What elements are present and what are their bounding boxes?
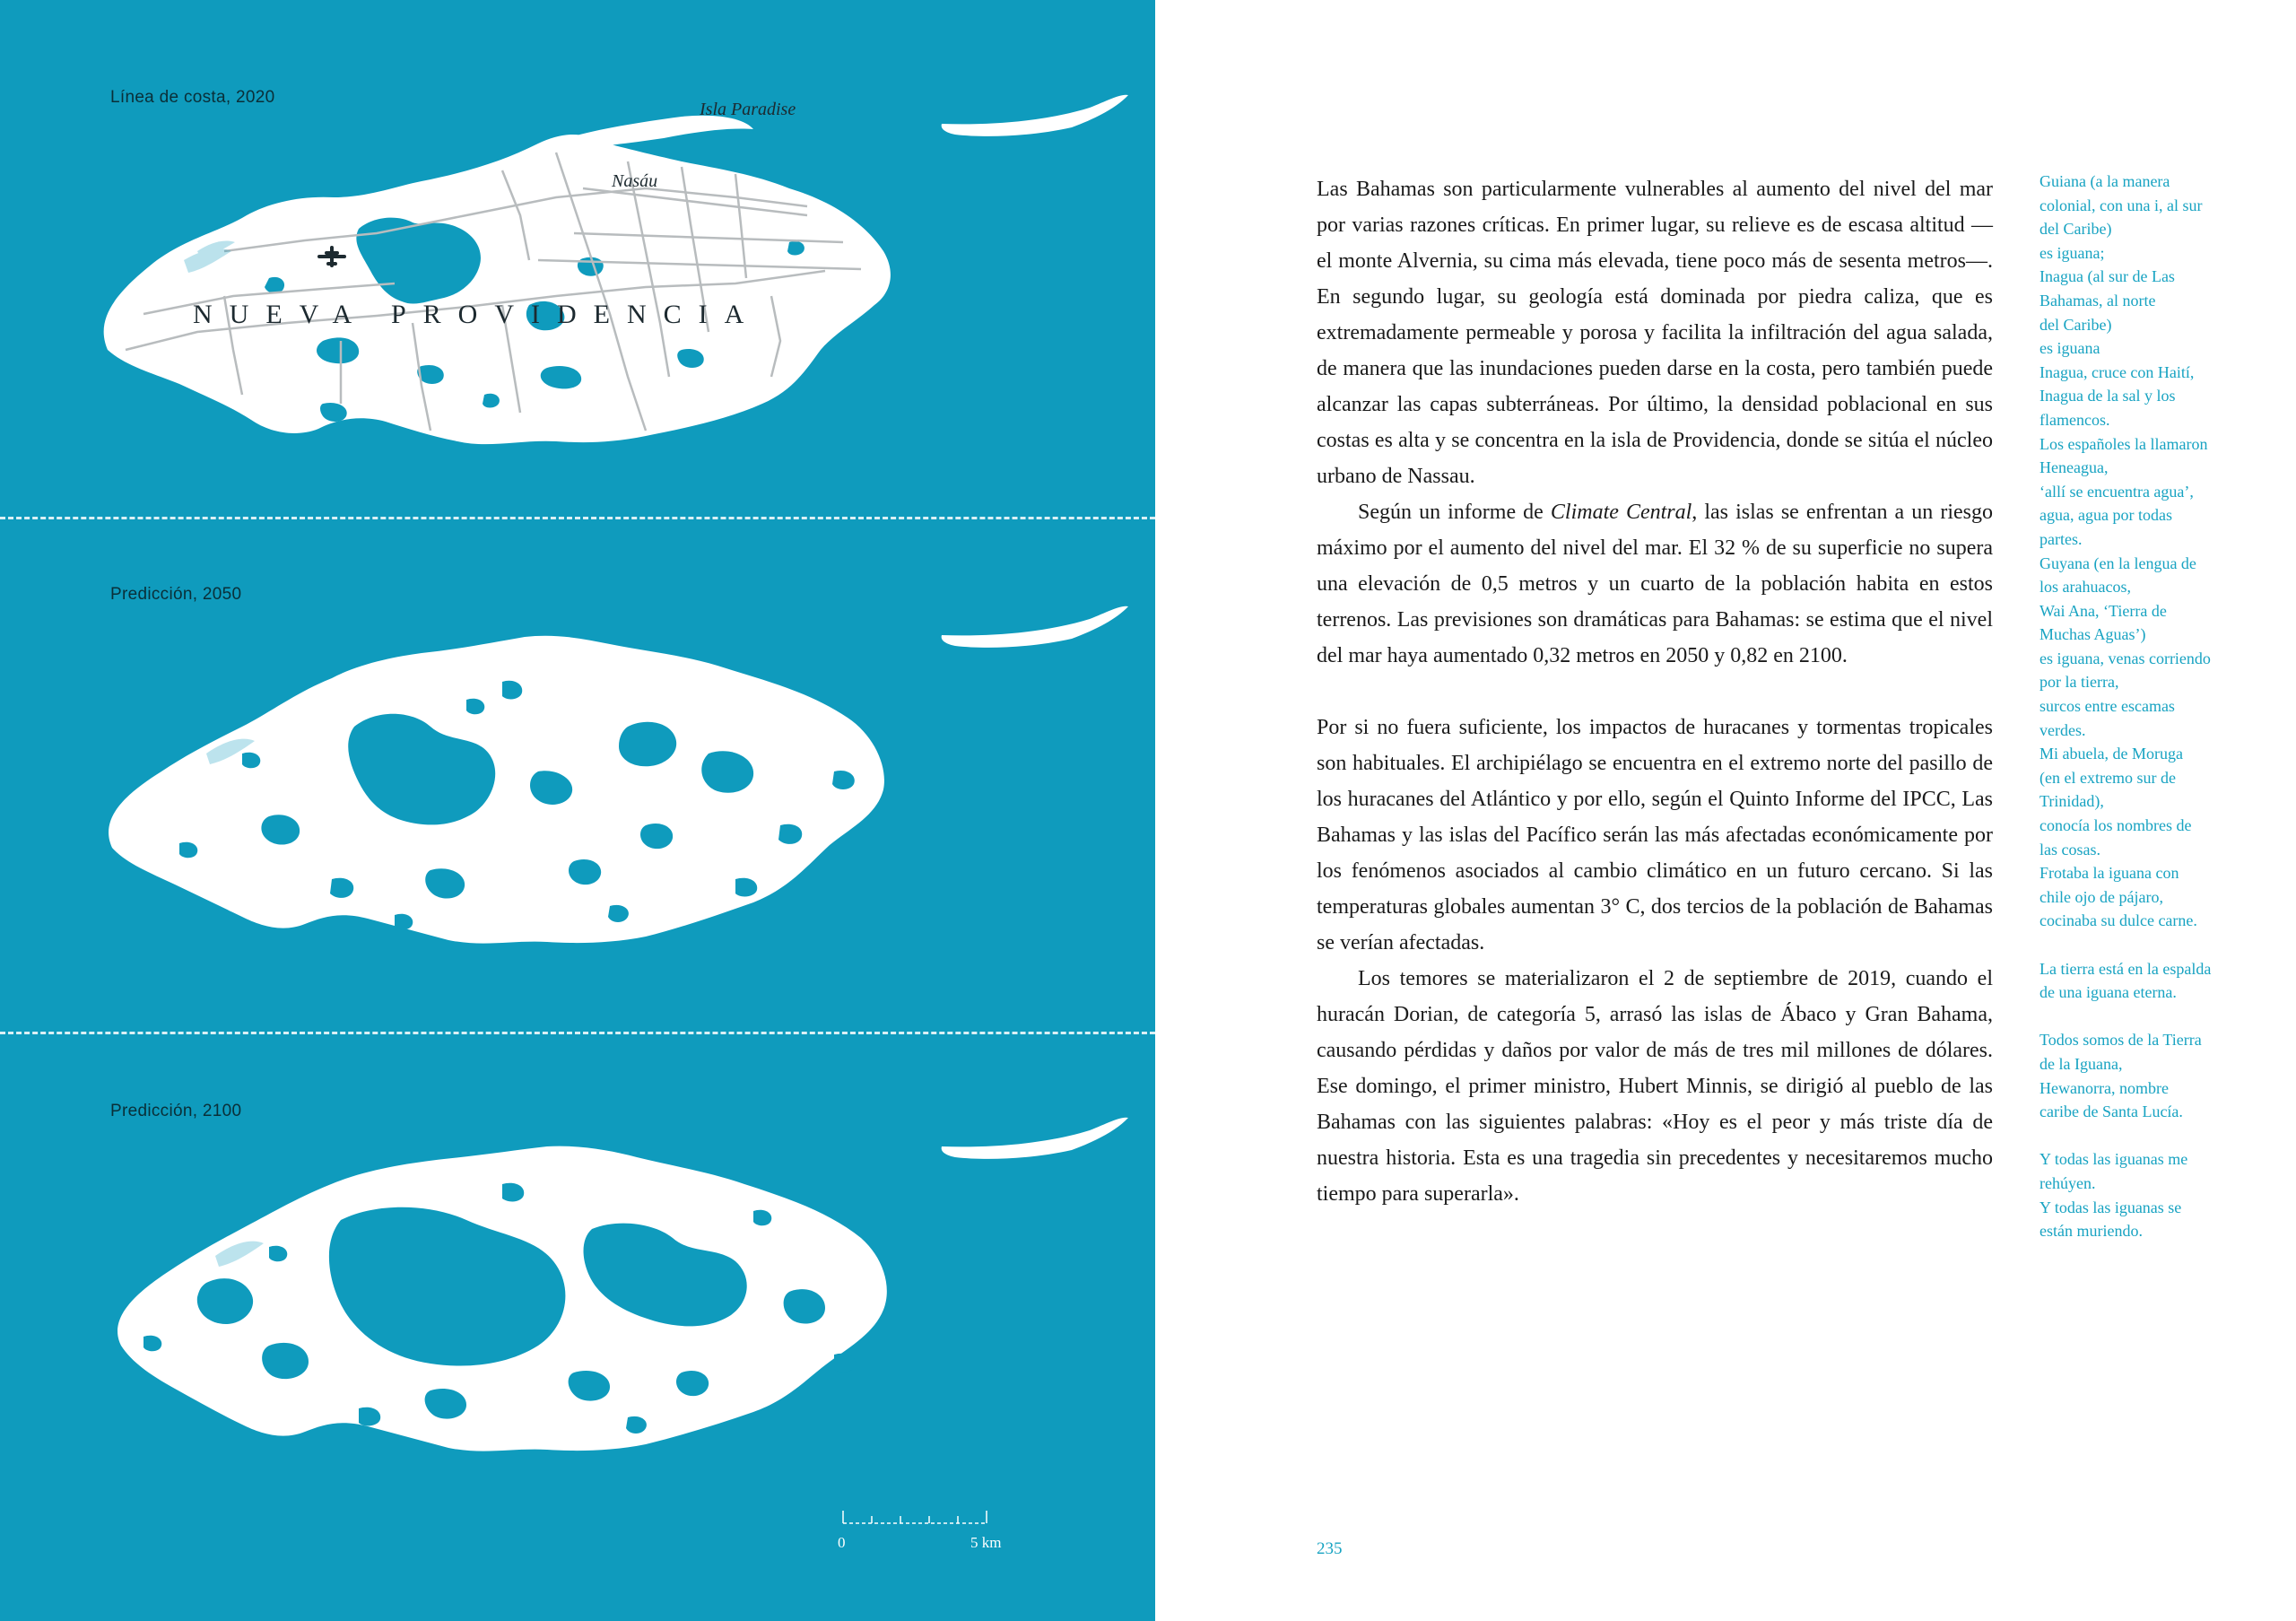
scale-bar [841,1507,994,1527]
island-name-label: NUEVA PROVIDENCIA [193,300,761,329]
poem-stanza [2039,1147,2264,1242]
poem-line: Mi abuela, de Moruga [2039,745,2183,763]
map-divider [0,517,1155,519]
poem-line: Frotaba la iguana con [2039,864,2179,883]
poem-line: del Caribe) [2039,315,2112,334]
poem-line: están muriendo. [2039,1222,2143,1241]
poem-line: Inagua de la sal y los [2039,387,2176,405]
paragraph-text: Según un informe de [1358,501,1551,524]
poem-line: colonial, con una i, al sur [2039,196,2203,214]
page-number: 235 [1317,1539,1343,1558]
poem-line: los arahuacos, [2039,578,2131,597]
poem-line: por la tierra, [2039,673,2119,692]
island-paradise [549,116,753,151]
paragraph: Los temores se materializaron el 2 de septiembre de 2019, cuando el huracán Dorian, de categoría 5, arrasó las islas de Ábaco y Gran Bahama, causando pérdidas y daños por valor de más de tres mil millones de dólares. Ese domingo, el primer ministro, Hubert Minnis, se dirigió al pueblo de las Bahamas con las siguientes palabras: «Hoy es el peor y más triste día de nuestra historia. Esta es una tragedia sin precedentes y necesitaremos mucho tiempo para superarla». [1317,967,1993,1206]
poem-line: (en el extremo sur de [2039,768,2176,787]
poem-line: La tierra está en la espalda [2039,959,2212,978]
isla-paradise-label: Isla Paradise [700,100,796,119]
source-name: Climate Central [1550,501,1692,524]
poem-line: Heneagua, [2039,458,2109,477]
poem-line: de la Iguana, [2039,1054,2123,1073]
poem-line: caribe de Santa Lucía. [2039,1102,2183,1121]
poem-line: las cosas. [2039,840,2100,858]
poem-line: Los españoles la llamaron [2039,434,2208,453]
map-label-2100: Predicción, 2100 [110,1102,242,1120]
poem-line: chile ojo de pájaro, [2039,887,2163,906]
poem-line: Inagua, cruce con Haití, [2039,362,2195,381]
poem-line: verdes. [2039,720,2086,739]
paragraph [1317,494,1993,674]
poem-line: Wai Ana, ‘Tierra de [2039,601,2167,620]
poem-line: Y todas las iguanas se [2039,1198,2182,1216]
poem-stanza [2039,1028,2264,1123]
poem-line: es iguana [2039,339,2100,358]
poem-line: Bahamas, al norte [2039,291,2156,309]
paragraph-text: , las islas se enfrentan a un riesgo máximo por el aumento del nivel del mar. El 32 % de su superficie no supera una elevación de 0,5 metros y un cuarto de la población habita en estos terrenos. Las previsiones son dramáticas para Bahamas: se estima que el nivel del mar haya aumentado 0,32 metros en 2050 y 0,82 en 2100. [1317,501,1993,667]
scale-end-label: 5 km [970,1534,1002,1551]
poem-line: partes. [2039,529,2083,548]
map-label-2020: Línea de costa, 2020 [110,88,275,107]
map-label-2050: Predicción, 2050 [110,585,242,604]
map-2100 [0,1103,1155,1480]
poem-line: rehúyen. [2039,1173,2096,1192]
map-divider [0,1032,1155,1034]
poem-line: Muchas Aguas’) [2039,625,2146,644]
scale-start-label: 0 [838,1534,846,1551]
map-2050 [0,592,1155,978]
poem-line: agua, agua por todas [2039,506,2172,525]
poem-line: de una iguana eterna. [2039,983,2177,1002]
poem-line: del Caribe) [2039,220,2112,239]
poem-line: Trinidad), [2039,792,2104,811]
island-east-2050 [942,606,1128,648]
poem-line: Inagua (al sur de Las [2039,267,2175,286]
poem-line: flamencos. [2039,410,2110,429]
map-2020 [0,81,1155,458]
main-text [1317,171,1993,1212]
island-east [942,95,1128,136]
island-east-2100 [942,1118,1128,1159]
poem-line: Guyana (en la lengua de [2039,553,2196,572]
poem-line: Todos somos de la Tierra [2039,1031,2202,1050]
poem-line: es iguana, venas corriendo [2039,649,2211,667]
poem-line: cocinaba su dulce carne. [2039,911,2197,930]
paragraph: Las Bahamas son particularmente vulnerables al aumento del nivel del mar por varias razones críticas. En primer lugar, su relieve es de escasa altitud —el monte Alvernia, su cima más elevada, tiene poco más de sesenta metros—. En segundo lugar, su geología está dominada por piedra caliza, que es extremadamente permeable y porosa y facilita la infiltración del agua salada, de manera que las inundaciones pueden darse en la costa, pero también puede alcanzar las capas subterráneas. Por último, la densidad poblacional en sus costas es alta y se concentra en la isla de Providencia, donde se sitúa el núcleo urbano de Nassau. [1317,178,1993,488]
nassau-label: Nasáu [612,171,658,191]
island-2050 [109,636,884,944]
poem-line: surcos entre escamas [2039,697,2175,716]
poem-line: conocía los nombres de [2039,816,2192,835]
poem-stanza [2039,170,2264,933]
poem-line: ‘allí se encuentra agua’, [2039,482,2194,501]
poem-line: es iguana; [2039,243,2105,262]
poem-line: Y todas las iguanas me [2039,1150,2188,1169]
poem-stanza [2039,957,2264,1005]
poem-line: Hewanorra, nombre [2039,1078,2169,1097]
side-poem [2039,170,2264,1267]
poem-line: Guiana (a la manera [2039,172,2170,190]
paragraph: Por si no fuera suficiente, los impactos de huracanes y tormentas tropicales son habituales. El archipiélago se encuentra en el extremo norte del pasillo de los huracanes del Atlántico y por ello, según el Quinto Informe del IPCC, Las Bahamas y las islas del Pacífico serán las más afectadas económicamente por los fenómenos asociados al cambio climático en un futuro cercano. Si las temperaturas globales aumentan 3° C, dos tercios de la población de Bahamas se verían afectadas. [1317,716,1993,954]
